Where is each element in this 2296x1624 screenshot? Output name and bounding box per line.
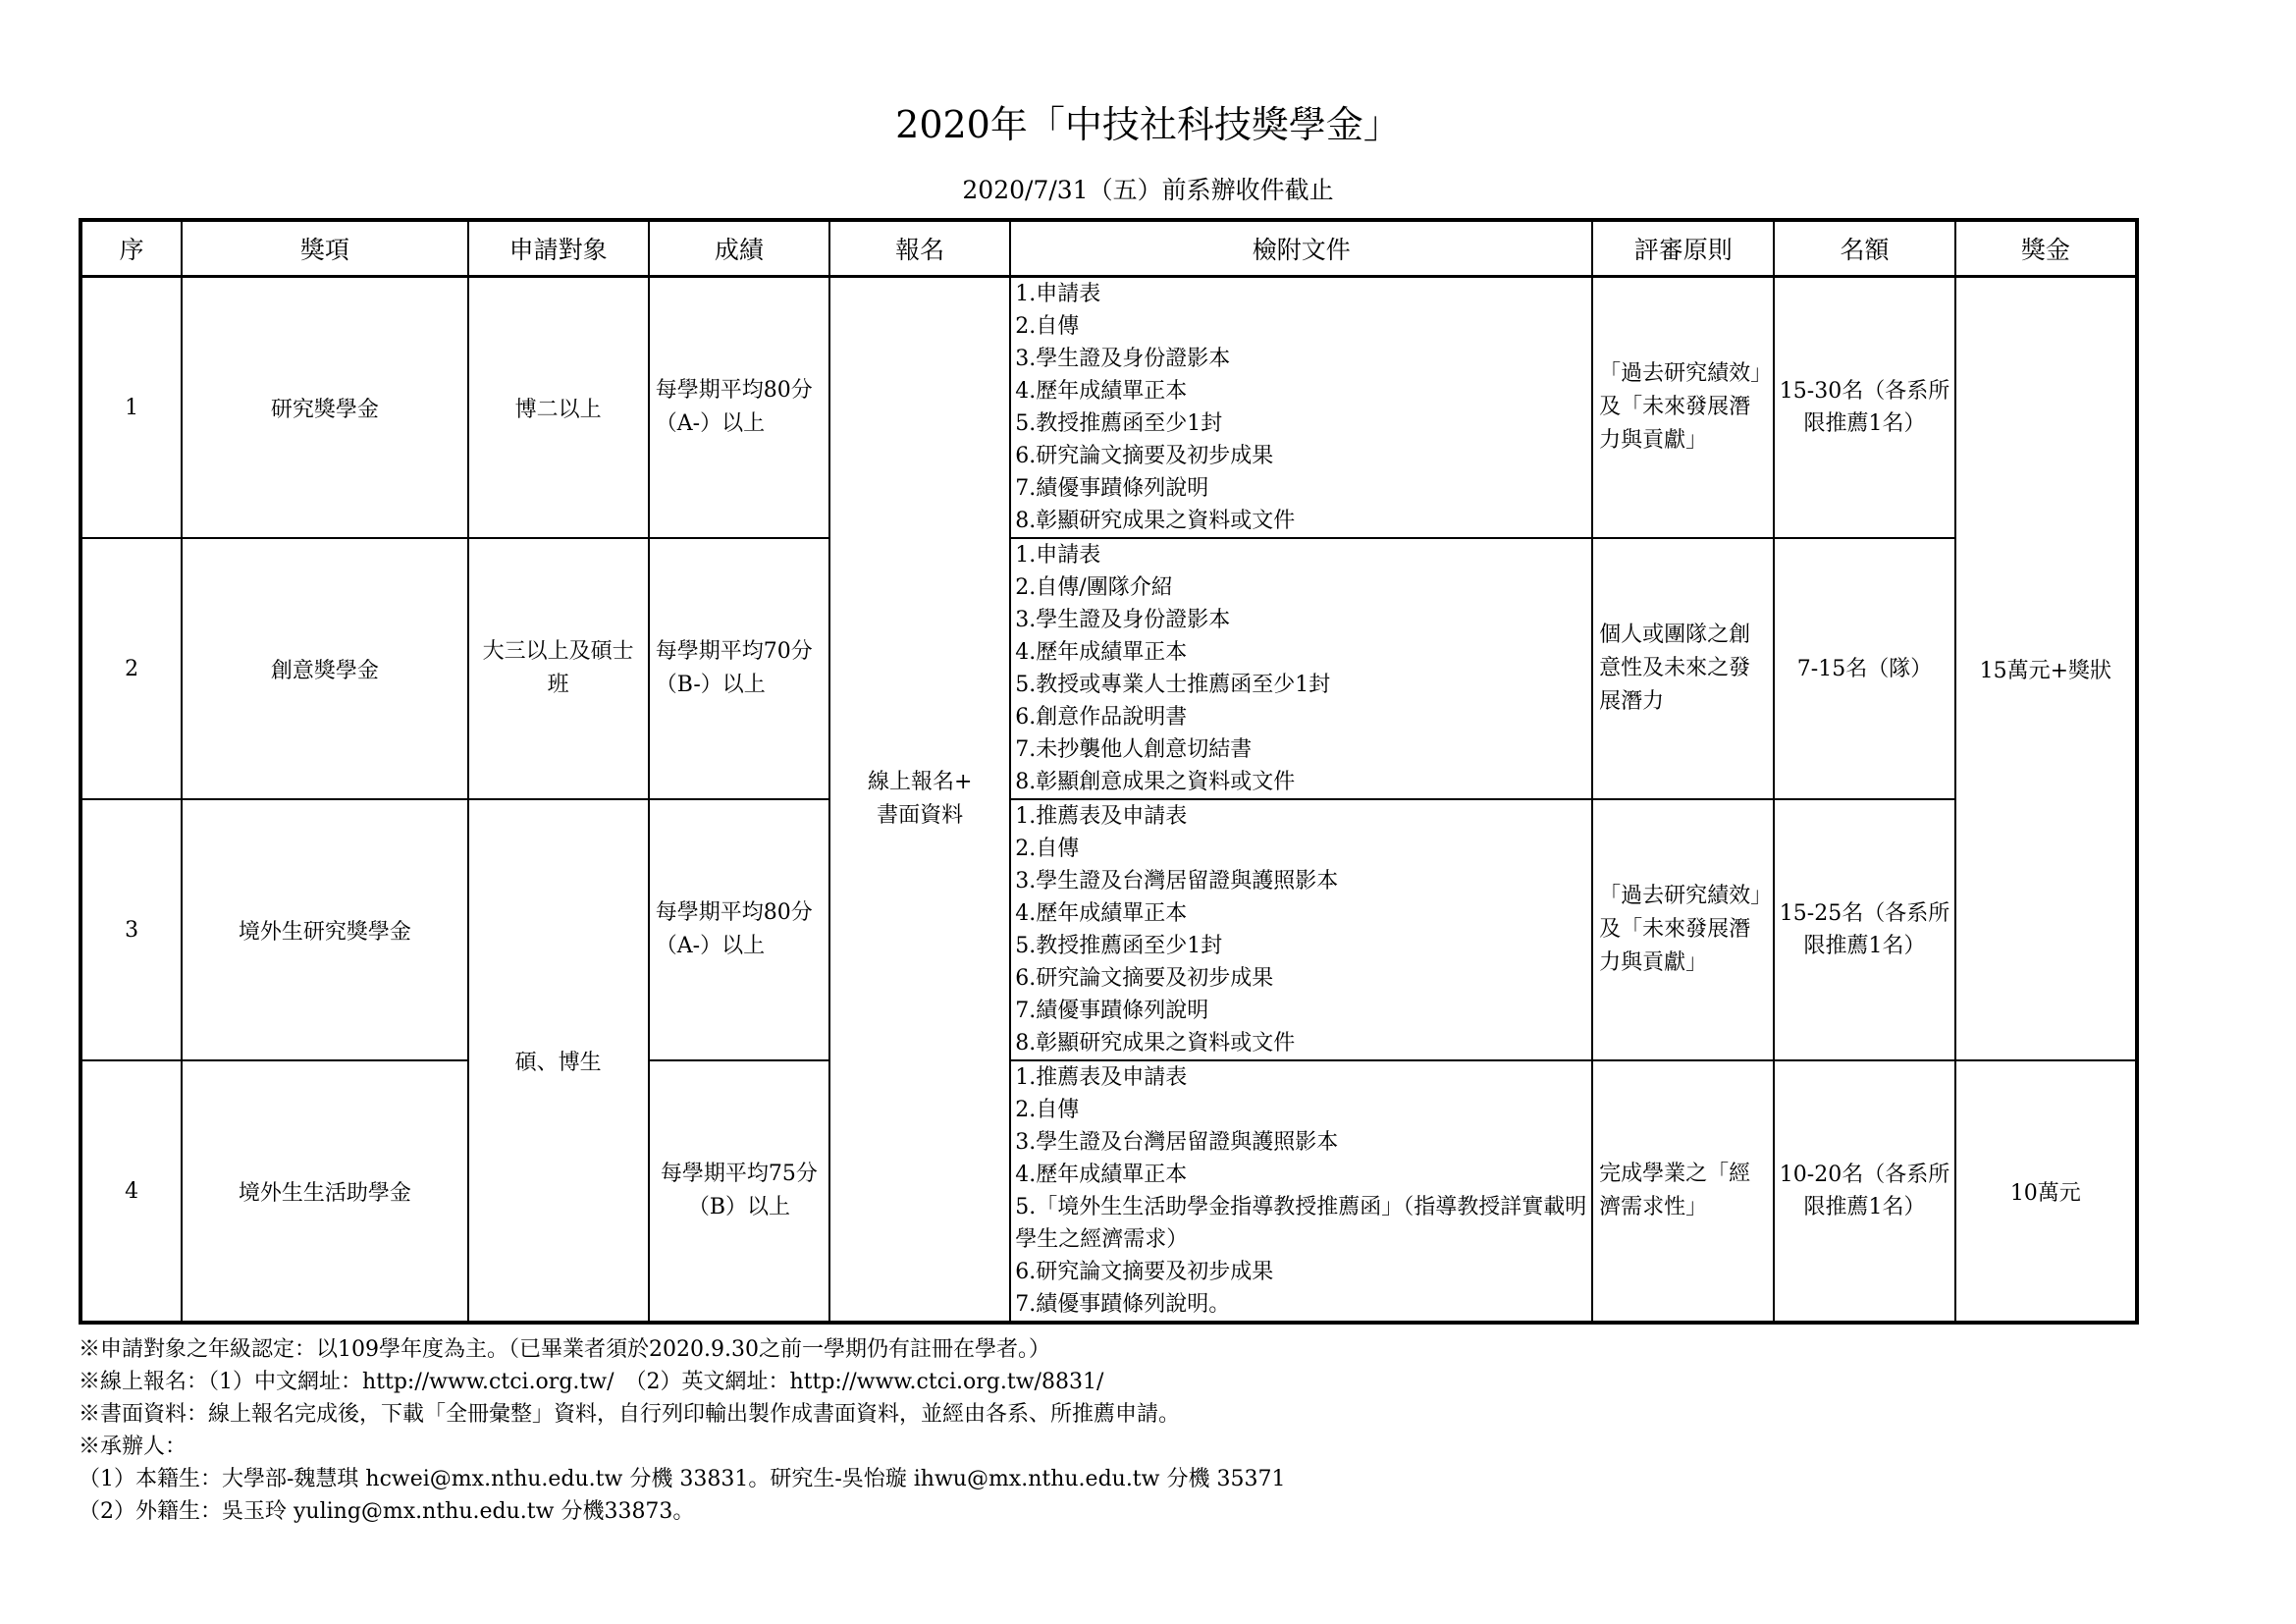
award-name: 研究獎學金 (182, 277, 467, 539)
note-line: ※申請對象之年級認定：以109學年度為主。（已畢業者須於2020.9.30之前一學期仍有註冊在學者。） (79, 1337, 1050, 1362)
document-item: 1.推薦表及申請表 (1015, 1065, 1188, 1090)
grade-requirement: 每學期平均75分（B）以上 (649, 1060, 829, 1323)
document-item: 6.研究論文摘要及初步成果 (1015, 966, 1274, 991)
footnotes (79, 1333, 1285, 1528)
document-item: 1.推薦表及申請表 (1015, 804, 1188, 829)
note-line: ※書面資料：線上報名完成後，下載「全冊彙整」資料，自行列印輸出製作成書面資料，並經由各系、所推薦申請。 (79, 1402, 1181, 1427)
header-cell: 報名 (829, 220, 1010, 277)
document-item: 7.績優事蹟條列說明 (1015, 476, 1209, 501)
document-item: 3.學生證及台灣居留證與護照影本 (1015, 869, 1339, 893)
table-header-row (80, 220, 2137, 277)
row-number: 1 (80, 277, 182, 539)
table-row (80, 538, 2137, 799)
page-title: 2020年「中技社科技獎學金」 (895, 103, 1401, 146)
document-item: 1.申請表 (1015, 543, 1101, 568)
document-item: 7.績優事蹟條列說明。 (1015, 1292, 1231, 1317)
eligibility: 大三以上及碩士班 (468, 538, 649, 799)
header-cell: 成績 (649, 220, 829, 277)
quota: 10-20名（各系所限推薦1名） (1774, 1060, 1954, 1323)
note-line: （1）本籍生：大學部-魏慧琪 hcwei@mx.nthu.edu.tw 分機 33831。研究生-吳怡璇 ihwu@mx.nthu.edu.tw 分機 35371 (79, 1467, 1286, 1491)
header-cell: 序 (80, 220, 182, 277)
header-cell: 評審原則 (1592, 220, 1774, 277)
eligibility: 博二以上 (468, 277, 649, 539)
row-number: 3 (80, 799, 182, 1060)
review-criteria: 「過去研究績效」及「未來發展潛力與貢獻」 (1592, 799, 1774, 1060)
prize: 10萬元 (1955, 1060, 2137, 1323)
document-item: 3.學生證及身份證影本 (1015, 347, 1231, 371)
header-cell: 獎項 (182, 220, 467, 277)
document-item: 5.教授推薦函至少1封 (1015, 934, 1223, 958)
review-criteria: 完成學業之「經濟需求性」 (1592, 1060, 1774, 1323)
document-item: 2.自傳 (1015, 837, 1080, 861)
award-name: 創意獎學金 (182, 538, 467, 799)
required-documents (1010, 277, 1592, 539)
document-item: 4.歷年成績單正本 (1015, 901, 1188, 926)
document-item: 2.自傳 (1015, 1098, 1080, 1122)
document-item: 4.歷年成績單正本 (1015, 640, 1188, 665)
header-cell: 申請對象 (468, 220, 649, 277)
grade-requirement: 每學期平均70分（B-）以上 (649, 538, 829, 799)
grade-requirement: 每學期平均80分（A-）以上 (649, 277, 829, 539)
quota: 15-25名（各系所限推薦1名） (1774, 799, 1954, 1060)
deadline-subtitle: 2020/7/31（五）前系辦收件截止 (962, 176, 1334, 204)
document-item: 2.自傳/團隊介紹 (1015, 575, 1173, 600)
award-name: 境外生生活助學金 (182, 1060, 467, 1323)
header-cell: 檢附文件 (1010, 220, 1592, 277)
eligibility: 碩、博生 (468, 799, 649, 1323)
review-criteria: 「過去研究績效」及「未來發展潛力與貢獻」 (1592, 277, 1774, 539)
row-number: 4 (80, 1060, 182, 1323)
grade-requirement: 每學期平均80分（A-）以上 (649, 799, 829, 1060)
document-item: 5.教授推薦函至少1封 (1015, 411, 1223, 436)
quota: 7-15名（隊） (1774, 538, 1954, 799)
required-documents (1010, 799, 1592, 1060)
registration-method: 線上報名+ 書面資料 (829, 277, 1010, 1324)
document-item: 4.歷年成績單正本 (1015, 379, 1188, 404)
scholarship-table (79, 218, 2139, 1325)
note-line: ※承辦人： (79, 1435, 187, 1459)
document-item: 7.績優事蹟條列說明 (1015, 999, 1209, 1023)
header-cell: 名額 (1774, 220, 1954, 277)
document-item: 4.歷年成績單正本 (1015, 1163, 1188, 1187)
quota: 15-30名（各系所限推薦1名） (1774, 277, 1954, 539)
document-item: 5.「境外生生活助學金指導教授推薦函」（指導教授詳實載明學生之經濟需求） (1015, 1195, 1587, 1252)
document-item: 2.自傳 (1015, 314, 1080, 339)
document-item: 6.研究論文摘要及初步成果 (1015, 1260, 1274, 1284)
document-item: 8.彰顯研究成果之資料或文件 (1015, 509, 1296, 533)
row-number: 2 (80, 538, 182, 799)
required-documents (1010, 538, 1592, 799)
required-documents (1010, 1060, 1592, 1323)
document-item: 7.未抄襲他人創意切結書 (1015, 737, 1253, 762)
document-item: 8.彰顯創意成果之資料或文件 (1015, 770, 1296, 794)
document-item: 3.學生證及身份證影本 (1015, 608, 1231, 632)
note-line: （2）外籍生：吳玉玲 yuling@mx.nthu.edu.tw 分機33873。 (79, 1499, 695, 1524)
review-criteria: 個人或團隊之創意性及未來之發展潛力 (1592, 538, 1774, 799)
table-row (80, 1060, 2137, 1323)
table-row (80, 799, 2137, 1060)
note-line: ※線上報名：（1）中文網址：http://www.ctci.org.tw/ （2）英文網址：http://www.ctci.org.tw/8831/ (79, 1370, 1104, 1394)
document-item: 6.創意作品說明書 (1015, 705, 1188, 730)
prize: 15萬元+獎狀 (1955, 277, 2137, 1061)
table-row (80, 277, 2137, 539)
document-item: 5.教授或專業人士推薦函至少1封 (1015, 673, 1331, 697)
award-name: 境外生研究獎學金 (182, 799, 467, 1060)
document-item: 3.學生證及台灣居留證與護照影本 (1015, 1130, 1339, 1155)
document-item: 8.彰顯研究成果之資料或文件 (1015, 1031, 1296, 1056)
header-cell: 獎金 (1955, 220, 2137, 277)
document-item: 1.申請表 (1015, 282, 1101, 306)
document-item: 6.研究論文摘要及初步成果 (1015, 444, 1274, 468)
